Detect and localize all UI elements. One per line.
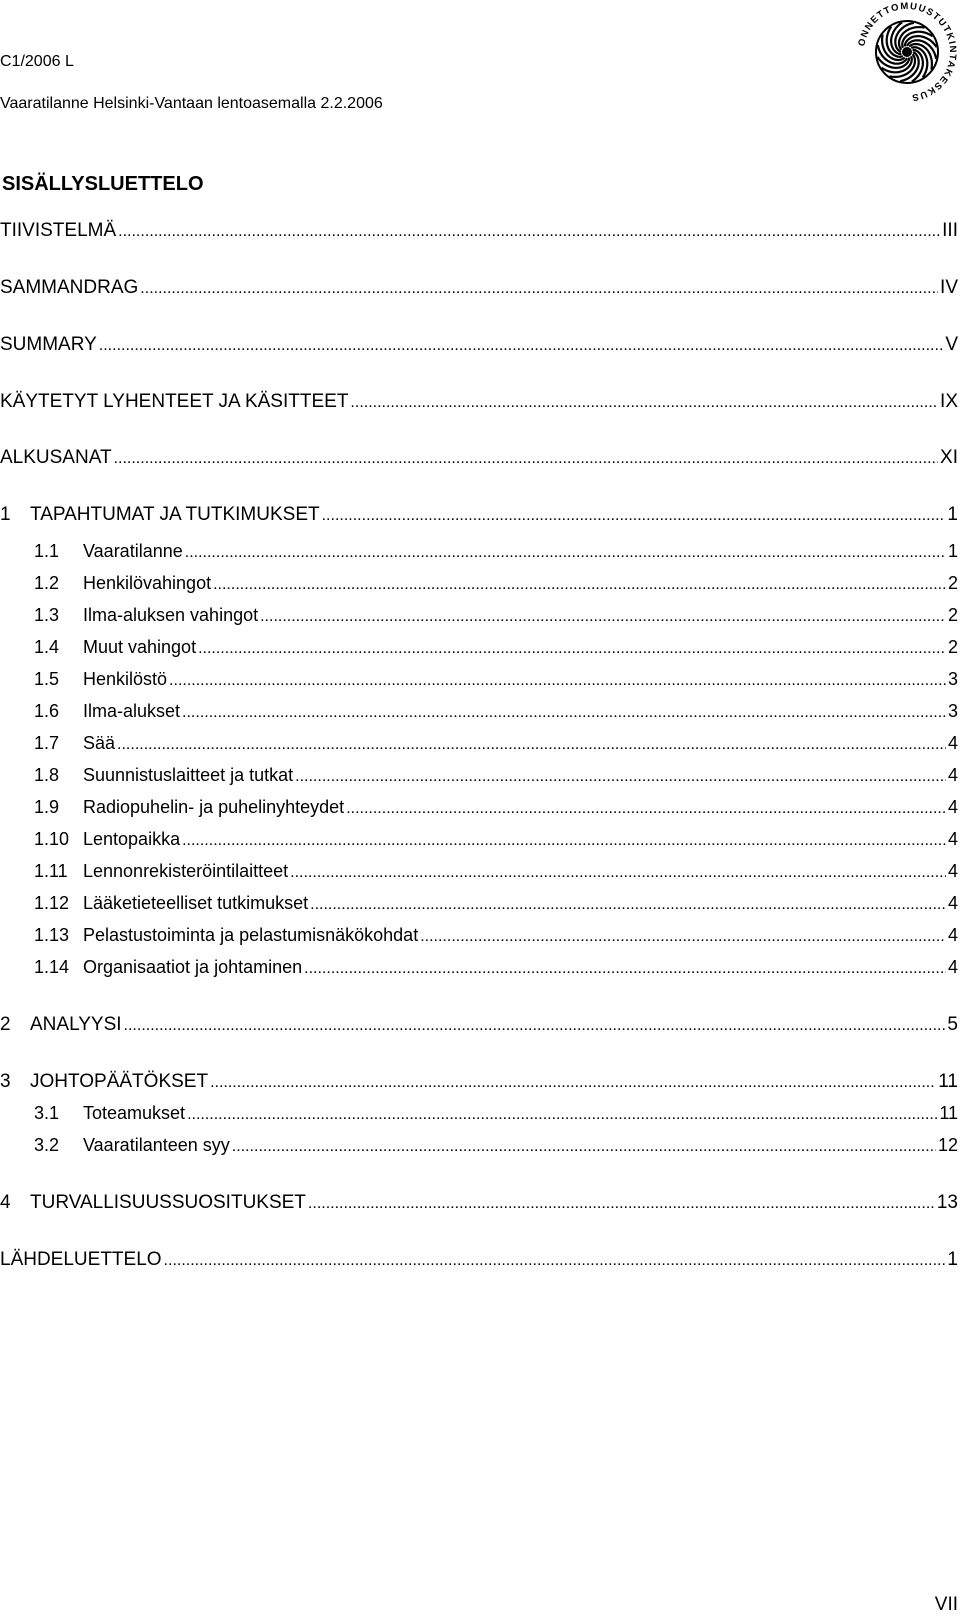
- toc-dot-leader: [185, 544, 946, 562]
- toc-entry-page: 4: [947, 797, 958, 817]
- toc-entry-page: 2: [947, 637, 958, 657]
- toc-dot-leader: [290, 864, 946, 882]
- toc-entry[interactable]: [0, 1014, 958, 1040]
- toc-entry-page: XI: [940, 447, 958, 468]
- toc-entry-page: 4: [947, 733, 958, 753]
- toc-entry[interactable]: [0, 637, 958, 663]
- toc-dot-leader: [350, 394, 938, 412]
- toc-entry[interactable]: [0, 573, 958, 599]
- toc-entry-number: 1.9: [34, 797, 60, 817]
- toc-entry-number: 1.4: [34, 637, 60, 657]
- toc-entry-number: 1.7: [34, 733, 60, 753]
- toc-dot-leader: [118, 223, 940, 241]
- toc-entry-number: 1.3: [34, 605, 60, 625]
- toc-entry[interactable]: [0, 220, 958, 246]
- toc-entry-page: 12: [937, 1135, 958, 1155]
- toc-title: SISÄLLYSLUETTELO: [2, 173, 204, 195]
- toc-entry-page: 11: [938, 1071, 958, 1092]
- toc-entry-number: 1.6: [34, 701, 60, 721]
- toc-entry[interactable]: [0, 1249, 958, 1275]
- toc-entry-title: Lääketieteelliset tutkimukset: [83, 893, 309, 913]
- toc-entry-number: 3: [0, 1071, 11, 1092]
- toc-entry-page: 3: [947, 701, 958, 721]
- toc-entry-number: 2: [0, 1014, 11, 1035]
- toc-entry-page: 1: [947, 504, 958, 525]
- toc-dot-leader: [232, 1138, 936, 1156]
- toc-entry-number: 3.1: [34, 1103, 60, 1123]
- toc-entry-title: JOHTOPÄÄTÖKSET: [30, 1071, 209, 1092]
- toc-entry[interactable]: [0, 669, 958, 695]
- toc-dot-leader: [99, 337, 944, 355]
- toc-entry[interactable]: [0, 925, 958, 951]
- toc-entry[interactable]: [0, 893, 958, 919]
- toc-dot-leader: [114, 450, 938, 468]
- toc-entry-title: Lennonrekisteröintilaitteet: [83, 861, 289, 881]
- toc-entry[interactable]: [0, 1192, 958, 1218]
- header-doc-code: C1/2006 L: [0, 53, 74, 70]
- toc-entry[interactable]: [0, 1071, 958, 1097]
- toc-entry-number: 3.2: [34, 1135, 60, 1155]
- toc-entry-page: 1: [947, 1249, 958, 1270]
- agency-logo: [855, 0, 959, 104]
- toc-entry-number: 1.5: [34, 669, 60, 689]
- toc-dot-leader: [213, 576, 946, 594]
- toc-entry-title: Toteamukset: [83, 1103, 186, 1123]
- toc-entry-number: 1.12: [34, 893, 70, 913]
- toc-entry-number: 1.14: [34, 957, 70, 977]
- toc-entry-page: 4: [947, 893, 958, 913]
- toc-entry-number: 1.10: [34, 829, 70, 849]
- toc-entry[interactable]: [0, 797, 958, 823]
- toc-entry[interactable]: [0, 957, 958, 983]
- toc-entry-title: Vaaratilanteen syy: [83, 1135, 230, 1155]
- toc-entry-title: TURVALLISUUSSUOSITUKSET: [30, 1192, 306, 1213]
- toc-entry-title: Ilma-alukset: [83, 701, 181, 721]
- toc-entry[interactable]: [0, 447, 958, 473]
- toc-entry[interactable]: [0, 277, 958, 303]
- toc-entry-number: 1: [0, 504, 11, 525]
- toc-entry-number: 1.13: [34, 925, 70, 945]
- toc-entry-title: Ilma-aluksen vahingot: [83, 605, 259, 625]
- toc-entry-page: 2: [947, 605, 958, 625]
- toc-entry-page: 3: [947, 669, 958, 689]
- toc-dot-leader: [295, 768, 946, 786]
- toc-entry-title: TAPAHTUMAT JA TUTKIMUKSET: [30, 504, 320, 525]
- toc-dot-leader: [169, 672, 946, 690]
- toc-entry-page: IX: [940, 391, 958, 412]
- toc-entry-title: LÄHDELUETTELO: [0, 1249, 162, 1270]
- toc-entry[interactable]: [0, 765, 958, 791]
- toc-entry[interactable]: [0, 391, 958, 417]
- toc-dot-leader: [322, 507, 946, 525]
- toc-entry-number: 1.11: [34, 861, 68, 881]
- toc-entry-number: 1.2: [34, 573, 60, 593]
- toc-entry-title: Organisaatiot ja johtaminen: [83, 957, 303, 977]
- toc-dot-leader: [308, 1195, 935, 1213]
- toc-entry-title: Radiopuhelin- ja puhelinyhteydet: [83, 797, 345, 817]
- toc-entry[interactable]: [0, 701, 958, 727]
- toc-dot-leader: [182, 832, 946, 850]
- toc-dot-leader: [182, 704, 946, 722]
- toc-dot-leader: [187, 1106, 937, 1124]
- toc-entry-page: 4: [947, 765, 958, 785]
- toc-entry-title: ANALYYSI: [30, 1014, 122, 1035]
- toc-dot-leader: [346, 800, 946, 818]
- toc-entry-title: SAMMANDRAG: [0, 277, 139, 298]
- toc-entry-number: 1.8: [34, 765, 60, 785]
- toc-entry-title: Henkilöstö: [83, 669, 168, 689]
- toc-entry-page: 13: [936, 1192, 958, 1213]
- toc-entry-page: 11: [939, 1103, 958, 1123]
- toc-entry-page: IV: [940, 277, 958, 298]
- toc-entry-page: V: [945, 334, 958, 355]
- toc-dot-leader: [164, 1252, 946, 1270]
- toc-dot-leader: [117, 736, 946, 754]
- toc-entry-title: KÄYTETYT LYHENTEET JA KÄSITTEET: [0, 391, 349, 412]
- toc-entry-title: Lentopaikka: [83, 829, 181, 849]
- toc-entry-title: Henkilövahingot: [83, 573, 212, 593]
- toc-entry[interactable]: [0, 504, 958, 530]
- toc-dot-leader: [304, 960, 946, 978]
- toc-entry-number: 1.1: [34, 541, 60, 561]
- toc-entry-title: TIIVISTELMÄ: [0, 220, 117, 241]
- toc-entry-title: ALKUSANAT: [0, 447, 112, 468]
- footer-page-number: VII: [934, 1594, 958, 1615]
- toc-dot-leader: [420, 928, 946, 946]
- toc-entry[interactable]: [0, 541, 958, 567]
- toc-entry[interactable]: [0, 733, 958, 759]
- toc-entry-title: Vaaratilanne: [83, 541, 183, 561]
- toc-entry[interactable]: [0, 1103, 958, 1129]
- toc-dot-leader: [198, 640, 946, 658]
- toc-dot-leader: [210, 1074, 936, 1092]
- toc-entry-title: Muut vahingot: [83, 637, 197, 657]
- toc-entry-page: 4: [947, 957, 958, 977]
- toc-entry-page: 5: [947, 1014, 958, 1035]
- toc-dot-leader: [260, 608, 946, 626]
- toc-dot-leader: [310, 896, 946, 914]
- toc-entry-title: SUMMARY: [0, 334, 97, 355]
- toc-entry[interactable]: [0, 861, 958, 887]
- toc-dot-leader: [140, 280, 938, 298]
- toc-entry-page: 4: [947, 829, 958, 849]
- toc-entry-title: Pelastustoiminta ja pelastumisnäkökohdat: [83, 925, 419, 945]
- toc-entry[interactable]: [0, 605, 958, 631]
- toc-entry-page: 2: [947, 573, 958, 593]
- toc-entry[interactable]: [0, 1135, 958, 1161]
- toc-entry[interactable]: [0, 334, 958, 360]
- toc-entry-page: 4: [947, 861, 958, 881]
- header-doc-subtitle: Vaaratilanne Helsinki-Vantaan lentoasemalla 2.2.2006: [0, 95, 383, 112]
- toc-entry-page: 1: [947, 541, 958, 561]
- toc-entry-page: 4: [947, 925, 958, 945]
- toc-entry[interactable]: [0, 829, 958, 855]
- toc-entry-page: III: [942, 220, 958, 241]
- toc-entry-title: Suunnistuslaitteet ja tutkat: [83, 765, 294, 785]
- toc-entry-title: Sää: [83, 733, 116, 753]
- toc-entry-number: 4: [0, 1192, 11, 1213]
- toc-dot-leader: [124, 1017, 946, 1035]
- logo-text: ONNETTOMUUSTUTKINTAKESKUS: [856, 0, 959, 103]
